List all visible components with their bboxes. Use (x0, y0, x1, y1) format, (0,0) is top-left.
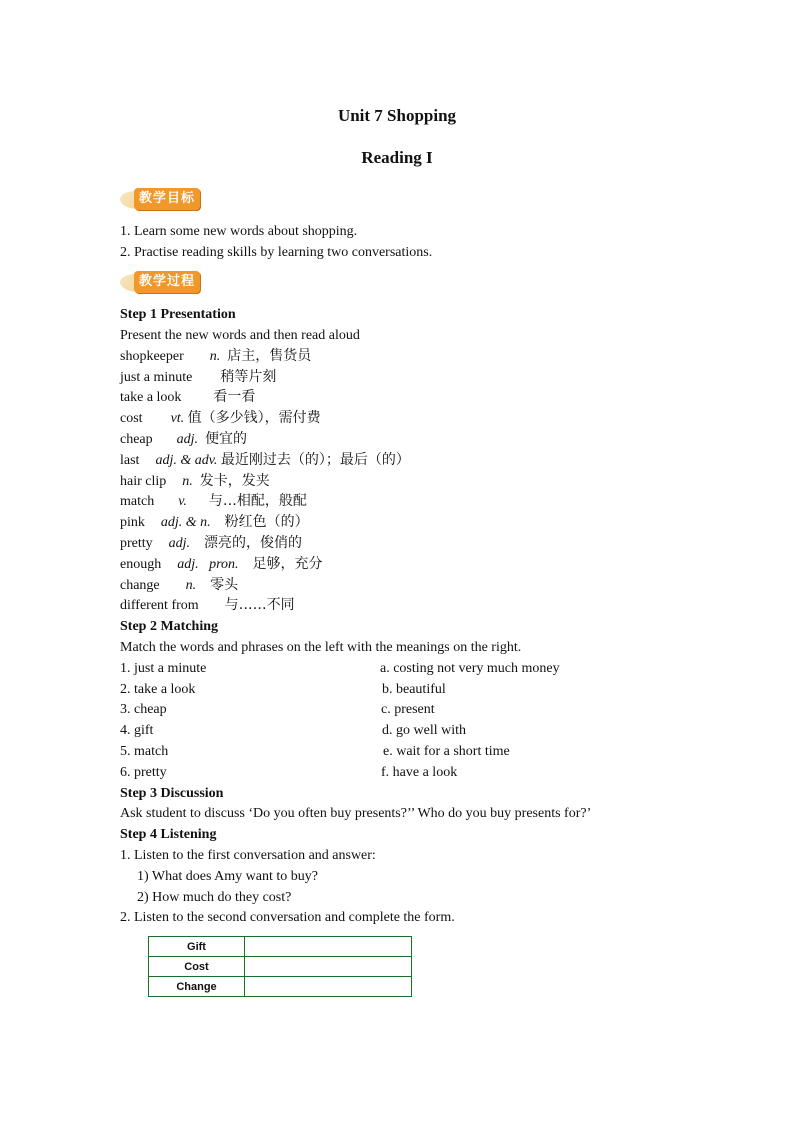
match-left-item: 2. take a look (120, 682, 196, 697)
gift-answer-cell[interactable] (245, 937, 412, 957)
objective-1: 1. Learn some new words about shopping. (120, 224, 358, 239)
vocab-row (120, 450, 410, 471)
match-right-item: b. beautiful (382, 682, 446, 697)
vocab-row (120, 512, 309, 533)
form-label: Change (149, 977, 245, 997)
step1-intro: Present the new words and then read aloud (120, 328, 360, 343)
vocab-row (120, 387, 255, 408)
vocab-row (120, 533, 302, 554)
vocab-word: different from (120, 598, 199, 613)
vocab-word: last (120, 453, 140, 468)
objectives-badge (120, 187, 230, 211)
vocab-pos: adj. & n. (160, 515, 211, 530)
match-right-item: f. have a look (381, 765, 458, 780)
step4-title: Step 4 Listening (120, 827, 217, 842)
vocab-pos: adj. (168, 536, 191, 551)
step2-title: Step 2 Matching (120, 619, 218, 634)
vocab-row (120, 408, 321, 429)
vocab-pos: v. (178, 494, 187, 509)
step3-title: Step 3 Discussion (120, 786, 224, 801)
vocab-row (120, 575, 238, 596)
vocab-row (120, 471, 270, 492)
vocab-meaning: 零头 (210, 577, 239, 593)
step3-text: Ask student to discuss ‘Do you often buy presents?’’ Who do you buy presents for?’ (120, 806, 592, 821)
match-right-item: d. go well with (382, 723, 466, 738)
vocab-meaning: 稍等片刻 (220, 369, 277, 385)
vocab-pos: n. (182, 474, 193, 489)
vocab-pos: adj. (176, 432, 199, 447)
vocab-meaning: 看一看 (213, 389, 256, 405)
objectives-badge-label: 教学目标 (134, 188, 200, 210)
vocab-word: shopkeeper (120, 349, 184, 364)
vocab-word: cheap (120, 432, 153, 447)
vocab-meaning: 漂亮的，俊俏的 (204, 535, 303, 551)
vocab-row (120, 346, 311, 367)
match-left-item: 5. match (120, 744, 169, 759)
vocab-word: cost (120, 411, 143, 426)
vocab-meaning: 最近刚过去（的）；最后（的） (220, 452, 410, 468)
vocab-pos: adj. & adv. (155, 453, 218, 468)
vocab-pos: vt. (170, 411, 185, 426)
vocab-meaning: 便宜的 (205, 431, 248, 447)
step1-title: Step 1 Presentation (120, 307, 236, 322)
match-right-item: a. costing not very much money (380, 661, 560, 676)
match-left-item: 1. just a minute (120, 661, 207, 676)
form-row (149, 937, 412, 957)
match-right-item: e. wait for a short time (383, 744, 510, 759)
vocab-pos: n. (185, 578, 197, 593)
objective-2: 2. Practise reading skills by learning two conversations. (120, 245, 433, 260)
vocab-word: pretty (120, 536, 153, 551)
vocab-word: enough (120, 557, 162, 572)
form-row (149, 977, 412, 997)
vocab-pos: n. (209, 349, 221, 364)
step4-question-2: 2. Listen to the second conversation and complete the form. (120, 910, 455, 925)
vocab-row (120, 595, 295, 616)
match-left-item: 3. cheap (120, 702, 167, 717)
cost-answer-cell[interactable] (245, 957, 412, 977)
vocab-meaning: 与……不同 (224, 597, 295, 613)
vocab-meaning: 发卡，发夹 (199, 473, 270, 489)
vocab-pos: adj. pron. (177, 557, 239, 572)
vocab-meaning: 店主，售货员 (227, 348, 312, 364)
form-label: Gift (149, 937, 245, 957)
vocab-row (120, 554, 323, 575)
vocab-word: take a look (120, 390, 182, 405)
step2-intro: Match the words and phrases on the left with the meanings on the right. (120, 640, 522, 655)
vocab-word: pink (120, 515, 145, 530)
vocab-word: change (120, 578, 160, 593)
vocab-meaning: 值（多少钱），需付费 (187, 410, 321, 426)
process-badge (120, 270, 230, 294)
step4-question-1a: 1) What does Amy want to buy? (137, 869, 318, 884)
step4-question-1: 1. Listen to the first conversation and answer: (120, 848, 376, 863)
page-subtitle: Reading I (361, 148, 433, 167)
listening-form (148, 936, 412, 997)
page-title: Unit 7 Shopping (337, 106, 457, 125)
vocab-word: just a minute (120, 370, 193, 385)
vocab-row (120, 367, 276, 388)
step4-question-1b: 2) How much do they cost? (137, 890, 292, 905)
match-right-item: c. present (381, 702, 435, 717)
match-left-item: 6. pretty (120, 765, 167, 780)
match-left-item: 4. gift (120, 723, 154, 738)
vocab-row (120, 491, 307, 512)
process-badge-label: 教学过程 (134, 271, 200, 293)
form-row (149, 957, 412, 977)
vocab-meaning: 足够，充分 (252, 556, 323, 572)
change-answer-cell[interactable] (245, 977, 412, 997)
vocab-word: match (120, 494, 155, 509)
vocab-meaning: 与…相配，般配 (208, 493, 307, 509)
vocab-meaning: 粉红色（的） (224, 514, 309, 530)
vocab-word: hair clip (120, 474, 167, 489)
vocab-row (120, 429, 247, 450)
form-label: Cost (149, 957, 245, 977)
